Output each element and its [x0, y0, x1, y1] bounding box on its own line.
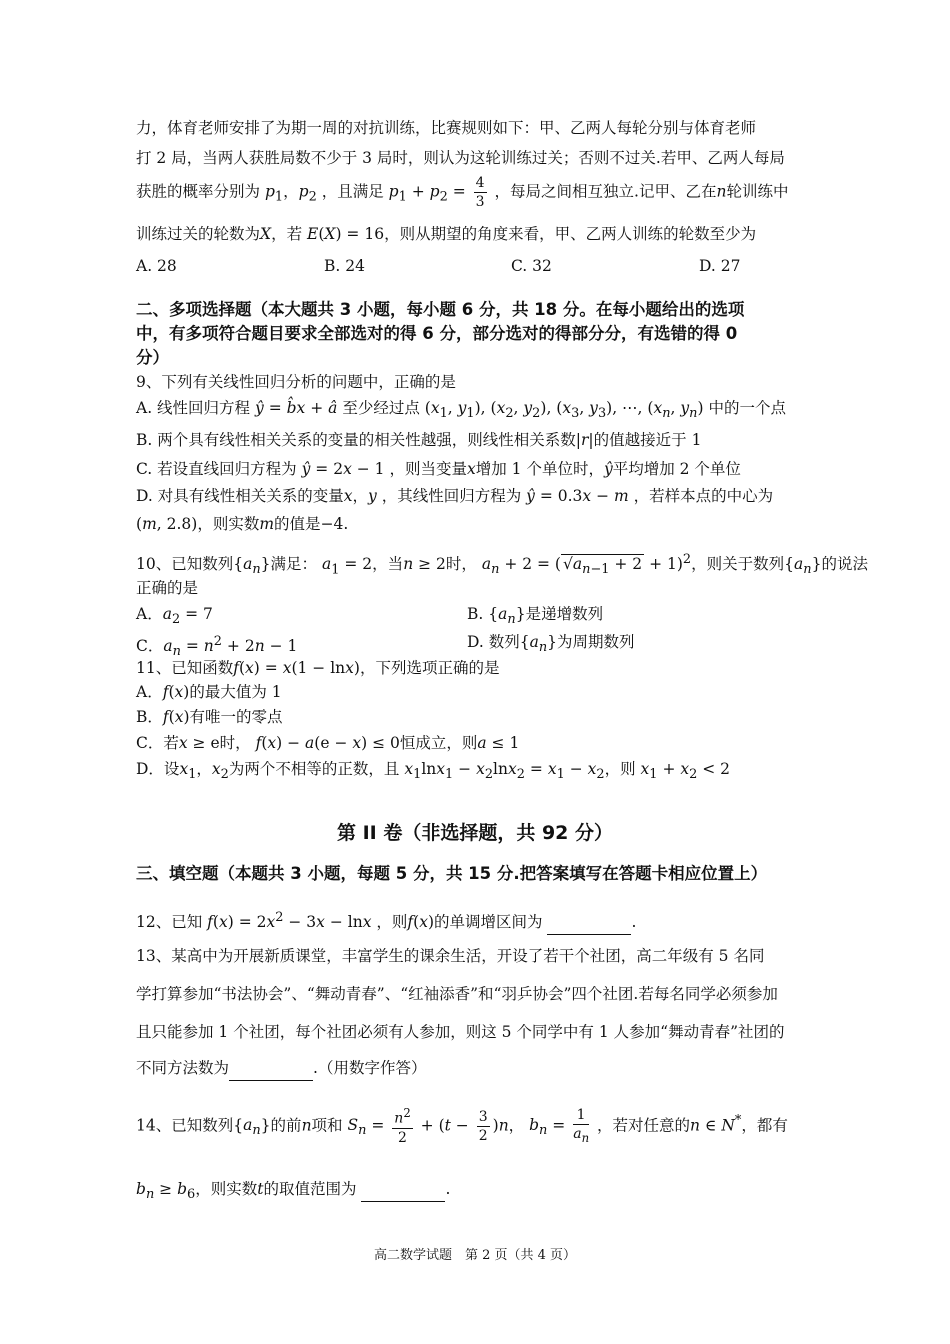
q11-option-c: C．若x ≥ e时， f(x) − a(e − x) ≤ 0恒成立，则a ≤ 1 — [136, 734, 520, 752]
q8-line3: 获胜的概率分别为 $p_1$，$p_2$ ，且满足 $p_1 + p_2$ = $\frac{4}{3}$ ，每局之间相互独立.记甲、乙在n轮训练中 — [136, 175, 789, 210]
section2-heading-line2: 中，有多项符合题目要求全部选对的得 6 分，部分选对的得部分分，有选错的得 0 — [136, 324, 738, 343]
part2-title: 第 II 卷（非选择题，共 92 分） — [336, 822, 614, 844]
q13-line4: 不同方法数为 .（用数字作答） — [136, 1056, 426, 1081]
section2-heading-line3: 分） — [136, 348, 169, 367]
q9-option-b: B. 两个具有线性相关关系的变量的相关性越强，则线性相关系数|r|的值越接近于 1 — [136, 431, 702, 449]
q9-option-d: D. 对具有线性相关关系的变量x，y ，其线性回归方程为 ŷ = 0.3x − m ，若样本点的中心为 — [136, 487, 774, 505]
q14-line1: 14、已知数列$\{a_n\}$的前n项和 $S_n$ = $\frac{n^2}{2}$ + (t − $\frac{3}{2}$ )n， $b_n$ = $\frac{1}{a_n}$ ，若对任意的n ∈ N*，都有 — [136, 1106, 788, 1146]
q8-option-b: B. 24 — [324, 257, 365, 275]
q10-option-c: C．$a_n = n^2 + 2n - 1$ — [136, 634, 298, 660]
section2-heading-line1: 二、多项选择题（本大题共 3 小题，每小题 6 分，共 18 分。在每小题给出的选项 — [136, 300, 745, 319]
q8-line1: 力，体育老师安排了为期一周的对抗训练，比赛规则如下：甲、乙两人每轮分别与体育老师 — [136, 119, 757, 137]
q11-option-d: D．设$x_1$，$x_2$为两个不相等的正数，且 $x_1\ln x_1 - x_2\ln x_2 = x_1 - x_2$，则 $x_1 + x_2 < 2$ — [136, 760, 731, 783]
q8-option-c: C. 32 — [511, 257, 552, 275]
q11-stem: 11、已知函数f(x) = x(1 − lnx)，下列选项正确的是 — [136, 659, 500, 677]
q12: 12、已知 $f(x) = 2x^2 - 3x - \ln x$ ，则f(x)的单调增区间为 . — [136, 906, 636, 935]
q10-option-d: D. 数列$\{a_n\}$为周期数列 — [467, 633, 635, 656]
q10-stem: 10、已知数列$\{a_n\}$满足： $a_1 = 2$，当n ≥ 2时， $a_n + 2$ = ( $√a_{n-1} + 2 + 1)^2$，则关于数列$\{a_n\}$的说法 — [136, 552, 868, 578]
section3-heading: 三、填空题（本题共 3 小题，每题 5 分，共 15 分.把答案填写在答题卡相应位置上） — [136, 864, 768, 883]
q9-stem: 9、下列有关线性回归分析的问题中，正确的是 — [136, 373, 456, 391]
q10-option-a: A．$a_2 = 7$ — [136, 605, 213, 628]
q14-line2: $b_n \ge b_6$，则实数t的取值范围为 . — [136, 1177, 450, 1207]
q13-line3: 且只能参加 1 个社团，每个社团必须有人参加，则这 5 个同学中有 1 人参加“舞动青春”社团的 — [136, 1023, 785, 1041]
q8-line4: 训练过关的轮数为X，若 E(X) = 16，则从期望的角度来看，甲、乙两人训练的轮数至少为 — [136, 225, 757, 243]
q10-stem-cont: 正确的是 — [136, 579, 199, 597]
q14-answer-blank[interactable] — [361, 1177, 445, 1202]
page-footer: 高二数学试题 第 2 页（共 4 页） — [373, 1248, 577, 1263]
q11-option-a: A．f(x)的最大值为 1 — [136, 683, 282, 701]
q10-option-b: B. $\{a_n\}$是递增数列 — [467, 605, 604, 628]
q11-option-b: B．f(x)有唯一的零点 — [136, 708, 283, 726]
q8-option-d: D. 27 — [699, 257, 741, 275]
q13-line2: 学打算参加“书法协会”、“舞动青春”、“红袖添香”和“羽乒协会”四个社团.若每名同学必须参加 — [136, 985, 778, 1003]
q9-option-d-cont: (m, 2.8)，则实数m的值是−4. — [136, 515, 349, 533]
q13-answer-blank[interactable] — [229, 1056, 313, 1081]
q9-option-c: C. 若设直线回归方程为 ŷ = 2x − 1 ，则当变量x增加 1 个单位时，ŷ平均增加 2 个单位 — [136, 460, 741, 478]
q12-answer-blank[interactable] — [547, 910, 631, 935]
q9-option-a: A. 线性回归方程 ŷ = b̂x + â 至少经过点 ($x_1$, $y_1$), ($x_2$, $y_2$), ($x_3$, $y_3$), ⋯, ($x_n$, $y_n$) 中的一个点 — [136, 399, 786, 422]
q8-option-a: A. 28 — [136, 257, 177, 275]
q13-line1: 13、某高中为开展新质课堂，丰富学生的课余生活，开设了若干个社团，高二年级有 5 名同 — [136, 947, 765, 965]
q8-line2: 打 2 局，当两人获胜局数不少于 3 局时，则认为这轮训练过关；否则不过关.若甲、乙两人每局 — [136, 149, 785, 167]
